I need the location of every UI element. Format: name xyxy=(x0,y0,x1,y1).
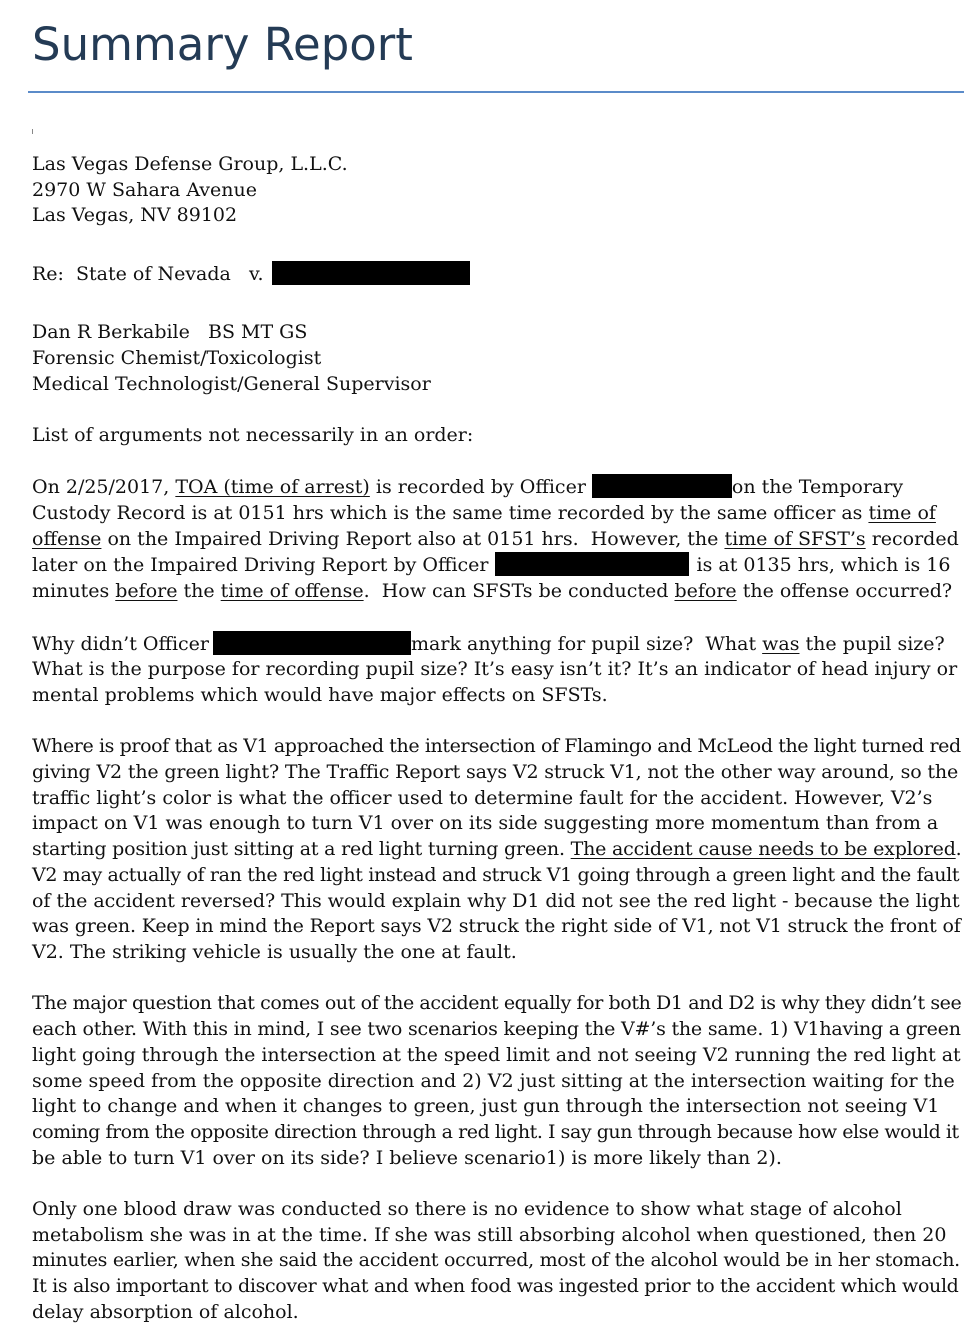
title-divider xyxy=(28,91,964,93)
document-title: Summary Report xyxy=(32,18,413,71)
underline-before-1: before xyxy=(115,580,178,603)
underline-time-of-sfst: time of SFST’s xyxy=(724,527,866,550)
redaction-officer-name xyxy=(592,474,732,498)
redaction-defendant-name xyxy=(272,261,470,285)
paragraph-blood-draw: Only one blood draw was conducted so there is no evidence to show what stage of alcohol metabolism she was in at the time. If she was still absorbing alcohol when questioned, then 20 minutes earlier, when she said the accident occurred, most of the alcohol would be in her stomach. It is also important to discover what and when food was ingested prior to the accident which would delay absorption of alcohol. xyxy=(32,1198,960,1323)
paragraph-pupil-size: Why didn’t Officer mark anything for pupil size? What was the pupil size? What is the purpose for recording pupil size? It’s easy isn’t it? It’s an indicator of head injury or mental problems which would have major effects on SFSTs. xyxy=(32,632,958,706)
intro-line: List of arguments not necessarily in an order: xyxy=(32,423,474,446)
paragraph-time-of-arrest: On 2/25/2017, TOA (time of arrest) is recorded by Officer on the Temporary Custody Record is at 0151 hrs which is the same time recorded by the same officer as time of offense on the Impaired Driving Report also at 0151 hrs. However, the time of SFST’s recorded later on the Impaired Driving Report by Officer is at 0135 hrs, which is 16 minutes before the time of offense. How can SFSTs be conducted before the offense occurred? xyxy=(32,476,959,603)
underline-offense: offense xyxy=(32,527,102,550)
author-title-2: Medical Technologist/General Supervisor xyxy=(32,372,431,395)
underline-time-of: time of xyxy=(868,502,936,525)
city-state-zip: Las Vegas, NV 89102 xyxy=(32,204,238,227)
paragraph-scenarios: The major question that comes out of the accident equally for both D1 and D2 is why they didn’t see each other. With this in mind, I see two scenarios keeping the V#’s the same. 1) V1having a green light going through the intersection at the speed limit and not seeing V2 running the red light at some speed from the opposite direction and 2) V2 just sitting at the intersection waiting for the light to change and when it changes to green, just gun through the intersection not seeing V1 coming from the opposite direction through a red light. I say gun through because how else would it be able to turn V1 over on its side? I believe scenario1) is more likely than 2). xyxy=(32,992,962,1169)
firm-name: Las Vegas Defense Group, L.L.C. xyxy=(32,153,348,175)
author-block xyxy=(32,320,962,397)
address-block xyxy=(32,152,962,229)
document-body xyxy=(32,152,962,1326)
redaction-officer-name-3 xyxy=(213,631,411,655)
underline-before-2: before xyxy=(674,580,737,603)
underline-accident-cause: The accident cause needs to be explored xyxy=(570,838,956,861)
stray-mark xyxy=(32,129,33,134)
re-line xyxy=(32,261,962,288)
author-title-1: Forensic Chemist/Toxicologist xyxy=(32,346,322,369)
underline-was: was xyxy=(762,632,800,655)
author-name: Dan R Berkabile BS MT GS xyxy=(32,321,308,344)
re-line-text: Re: State of Nevada v. xyxy=(32,262,264,285)
underline-time-of-offense: time of offense xyxy=(220,580,364,603)
paragraph-traffic-light: Where is proof that as V1 approached the intersection of Flamingo and McLeod the light turned red giving V2 the green light? The Traffic Report says V2 struck V1, not the other way around, so the traffic light’s color is what the officer used to determine fault for the accident. However, V2’s impact on V1 was enough to turn V1 over on its side suggesting more momentum than from a starting position just sitting at a red light turning green. The accident cause needs to be explored. V2 may actually of ran the red light instead and struck V1 going through a green light and the fault of the accident reversed? This would explain why D1 did not see the red light - because the light was green. Keep in mind the Report says V2 struck the right side of V1, not V1 struck the front of V2. The striking vehicle is usually the one at fault. xyxy=(32,735,962,963)
redaction-officer-name-2 xyxy=(495,552,689,576)
street-address: 2970 W Sahara Avenue xyxy=(32,178,257,201)
underline-toa: TOA (time of arrest) xyxy=(175,476,370,499)
